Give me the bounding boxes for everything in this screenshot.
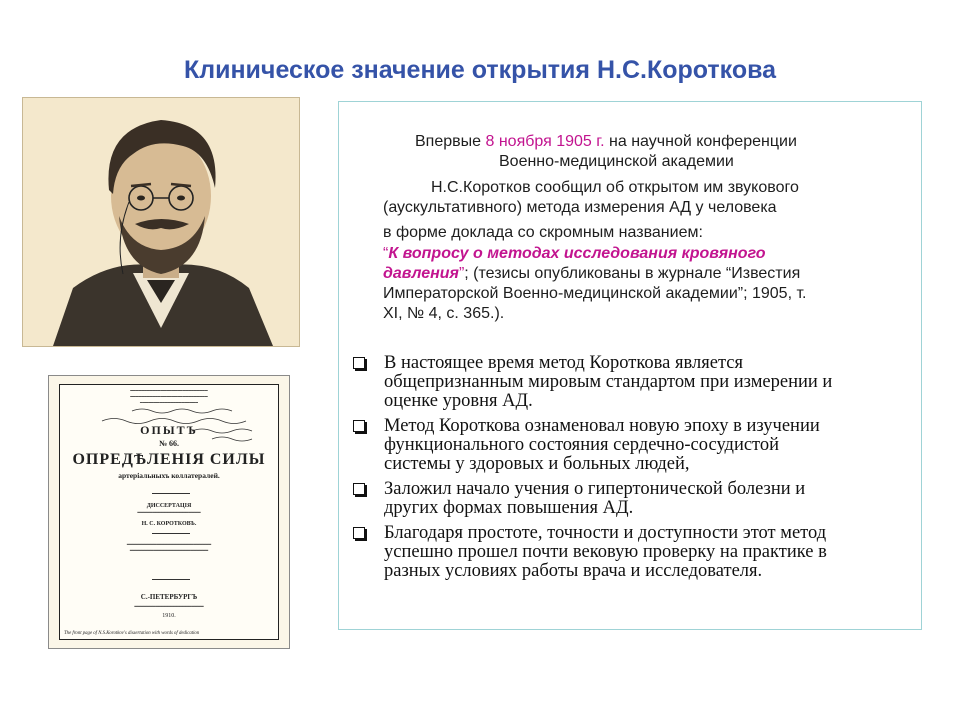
title-page-city: С.-ПЕТЕРБУРГЪ <box>140 593 198 601</box>
intro-line-1: Впервые 8 ноября 1905 г. на научной конференции <box>415 133 797 150</box>
bullet-item: Благодаря простоте, точности и доступности этот метод успешно прошел почти вековую проверку на практике в разных условиях работы врача и исследователя. <box>351 524 911 581</box>
bullet-item: В настоящее время метод Короткова является общепризнанным мировым стандартом при измерении и оценке уровня АД. <box>351 354 911 411</box>
report-title-line-2: давления”; (тезисы опубликованы в журнале “Известия <box>383 265 801 282</box>
checkbox-bullet-icon <box>353 420 365 432</box>
main-text-box <box>338 101 922 630</box>
title-page-year: 1910. <box>162 613 176 619</box>
slide-title: Клиническое значение открытия Н.С.Короткова <box>183 56 777 84</box>
intro-line-5: в форме доклада со скромным названием: <box>383 224 703 241</box>
korotkov-portrait-image <box>22 97 300 347</box>
checkbox-bullet-icon <box>353 357 365 369</box>
title-page-number: № 66. <box>158 439 180 448</box>
title-page-author: Н. С. КОРОТКОВЪ. <box>141 521 197 527</box>
bullet-item: Заложил начало учения о гипертонической болезни и других формах повышения АД. <box>351 480 911 518</box>
title-page-dissertation: ДИССЕРТАЦІЯ <box>146 503 192 509</box>
report-title: К вопросу о методах исследования кровяного <box>388 245 766 262</box>
title-page-header-text: ━━━━━━━━━━━━━━━━━━━━━━━━━━━━ ━━━━━━━━━━━━━━━━━━━━━━━━━━━━ ━━━━━━━━━━━━━━━━━━━━━ <box>130 388 208 405</box>
bullet-list <box>351 354 911 587</box>
title-page-main-title: ОПРЕДѢЛЕНІЯ СИЛЫ <box>72 451 266 468</box>
intro-line-8: XI, № 4, с. 365.). <box>383 305 505 322</box>
conference-date: 8 ноября 1905 г. <box>485 133 605 150</box>
intro-line-2: Военно-медицинской академии <box>499 153 734 170</box>
dissertation-title-page-image: ━━━━━━━━━━━━━━━━━━━━━━━━━━━━ ━━━━━━━━━━━━━━━━━━━━━━━━━━━━ ━━━━━━━━━━━━━━━━━━━━━ ОПЫТЪ № 66. ОПРЕДѢЛЕНІЯ СИЛЫ артеріальныхъ коллатералей. ДИССЕРТАЦІЯ ━━━━━━━━━━━━━━━━━━━━━ Н. С. КОРОТКОВЪ. ━━━━━━━━━━━━━━━━━━━━━━━━━━━━ ━━━━━━━━━━━━━━━━━━━━━━━━━━ С.-ПЕТЕРБУРГЪ ━━━━━━━━━━━━━━━━━━━━━━━ 1910. The front page of N.S.Korotkov's dissertation with words of dedication <box>48 375 290 649</box>
title-page-footnote: The front page of N.S.Korotkov's dissertation with words of dedication <box>64 631 200 636</box>
intro-line-7: Императорской Военно-медицинской академии”; 1905, т. <box>383 285 807 302</box>
title-page-subtitle: артеріальныхъ коллатералей. <box>118 471 220 480</box>
report-title-line: “К вопросу о методах исследования кровяного <box>383 245 766 262</box>
checkbox-bullet-icon <box>353 483 365 495</box>
intro-line-4: (аускультативного) метода измерения АД у человека <box>383 199 777 216</box>
checkbox-bullet-icon <box>353 527 365 539</box>
intro-line-3: Н.С.Коротков сообщил об открытом им звукового <box>431 179 799 196</box>
title-page-heading: ОПЫТЪ <box>140 423 198 437</box>
bullet-item: Метод Короткова ознаменовал новую эпоху в изучении функционального состояния сердечно-сосудистой системы у здоровых и больных людей, <box>351 417 911 474</box>
